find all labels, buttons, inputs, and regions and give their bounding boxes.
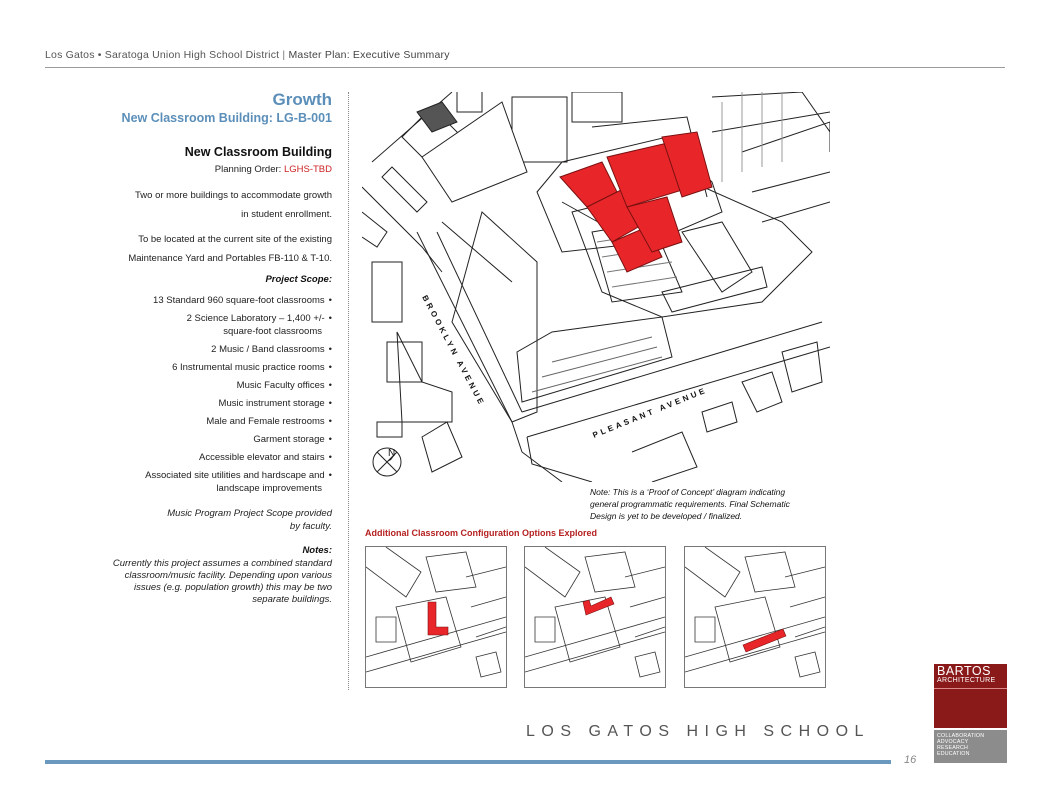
map-parking bbox=[662, 267, 767, 312]
scope-item bbox=[60, 395, 332, 413]
bullet-icon: • bbox=[328, 344, 332, 355]
scope-item bbox=[60, 467, 332, 498]
scope-item-text: 2 Science Laboratory – 1,400 +/- bbox=[186, 313, 325, 324]
pleasant-avenue-label: PLEASANT AVENUE bbox=[591, 385, 709, 440]
scope-item bbox=[60, 377, 332, 395]
description-2-line-1: To be located at the current site of the existing bbox=[138, 234, 332, 245]
project-scope-list bbox=[60, 292, 332, 498]
map-building bbox=[572, 92, 622, 122]
planning-label: Planning Order: bbox=[214, 164, 282, 175]
map-road-edge bbox=[712, 112, 830, 132]
options-title: Additional Classroom Configuration Options Explored bbox=[365, 528, 598, 538]
brooklyn-avenue-label: BROOKLYN AVENUE bbox=[420, 293, 487, 409]
map-parking-lines bbox=[532, 337, 662, 392]
map-building bbox=[682, 222, 752, 292]
description-2 bbox=[60, 230, 332, 268]
description-1-line-1: Two or more buildings to accommodate growth bbox=[135, 190, 332, 201]
map-building bbox=[397, 332, 452, 422]
scope-item bbox=[60, 413, 332, 431]
bullet-icon: • bbox=[328, 362, 332, 373]
scope-item-text: square-foot classrooms bbox=[223, 326, 322, 337]
map-building bbox=[377, 422, 402, 437]
north-arrow bbox=[373, 448, 401, 476]
project-scope-label: Project Scope: bbox=[265, 274, 332, 285]
scope-item bbox=[60, 359, 332, 377]
option-3-highlight bbox=[743, 629, 786, 652]
description-2-line-2: Maintenance Yard and Portables FB-110 & T-10. bbox=[128, 253, 332, 264]
scope-item-text: Garment storage bbox=[253, 434, 325, 445]
map-parking bbox=[752, 172, 830, 192]
option-1-highlight bbox=[428, 602, 448, 635]
section-subtitle: New Classroom Building: LG-B-001 bbox=[121, 111, 332, 125]
notes-line: classroom/music facility. Depending upon various bbox=[124, 570, 332, 581]
option-thumbnail-2 bbox=[524, 546, 666, 688]
scope-item-text: Male and Female restrooms bbox=[206, 416, 325, 427]
scope-item-text: 13 Standard 960 square-foot classrooms bbox=[153, 295, 325, 306]
school-name: LOS GATOS HIGH SCHOOL bbox=[526, 723, 870, 740]
notes-line: separate buildings. bbox=[252, 594, 332, 605]
scope-item bbox=[60, 341, 332, 359]
scope-item-text: Music Faculty offices bbox=[236, 380, 325, 391]
scope-item bbox=[60, 431, 332, 449]
bullet-icon: • bbox=[328, 380, 332, 391]
planning-code: LGHS-TBD bbox=[283, 164, 332, 175]
map-building bbox=[362, 212, 387, 247]
option-thumbnail-1 bbox=[365, 546, 507, 688]
scope-item-text: Music instrument storage bbox=[218, 398, 325, 409]
logo-name: BARTOS bbox=[937, 664, 991, 678]
scope-item-text: landscape improvements bbox=[216, 483, 322, 494]
page-number: 16 bbox=[904, 754, 917, 766]
bullet-icon: • bbox=[328, 313, 332, 324]
bullet-icon: • bbox=[328, 295, 332, 306]
document-title: Master Plan: Executive Summary bbox=[288, 49, 450, 61]
planning-order bbox=[60, 164, 332, 175]
logo-tagline-block bbox=[934, 730, 1007, 763]
notes-label: Notes: bbox=[302, 545, 332, 556]
bartos-logo bbox=[934, 664, 1007, 728]
scope-item bbox=[60, 449, 332, 467]
scope-item-text: 2 Music / Band classrooms bbox=[211, 344, 325, 355]
option-map-3 bbox=[685, 547, 825, 687]
option-thumbnail-3 bbox=[684, 546, 826, 688]
header-separator: | bbox=[282, 49, 286, 61]
column-divider bbox=[348, 92, 349, 690]
option-map-2 bbox=[525, 547, 665, 687]
logo-sub: ARCHITECTURE bbox=[937, 677, 996, 684]
scope-item bbox=[60, 292, 332, 310]
music-note-line-2: by faculty. bbox=[289, 521, 332, 532]
map-parking-lot bbox=[517, 317, 672, 402]
map-road-edge bbox=[512, 422, 562, 482]
map-building bbox=[452, 212, 537, 422]
logo-word: COLLABORATION bbox=[937, 733, 985, 739]
map-building bbox=[457, 92, 482, 112]
bullet-icon: • bbox=[328, 398, 332, 409]
map-road-edge bbox=[362, 187, 442, 272]
logo-rule bbox=[934, 688, 1007, 689]
notes-line: issues (e.g. population growth) this may be two bbox=[133, 582, 332, 593]
map-street-brooklyn bbox=[417, 232, 512, 422]
map-note-line: general programmatic requirements. Final Schematic bbox=[590, 499, 790, 509]
option-map-1 bbox=[366, 547, 506, 687]
header-rule bbox=[45, 67, 1005, 68]
bullet-icon: • bbox=[328, 470, 332, 481]
page-header bbox=[45, 49, 1000, 61]
footer-bar bbox=[45, 760, 891, 764]
scope-item bbox=[60, 310, 332, 341]
description-1 bbox=[60, 186, 332, 224]
map-note bbox=[590, 486, 830, 522]
map-building bbox=[702, 402, 737, 432]
notes-text bbox=[75, 558, 332, 606]
bullet-icon: • bbox=[328, 434, 332, 445]
map-building bbox=[382, 167, 427, 212]
map-road-edge bbox=[527, 437, 592, 482]
map-building-dark bbox=[417, 102, 457, 132]
map-note-line: Note: This is a ‘Proof of Concept’ diagram indicating bbox=[590, 487, 786, 497]
logo-word: RESEARCH bbox=[937, 745, 969, 751]
scope-item-text: Accessible elevator and stairs bbox=[199, 452, 325, 463]
bullet-icon: • bbox=[328, 416, 332, 427]
new-classroom-building-highlight bbox=[560, 132, 712, 272]
notes-line: Currently this project assumes a combined standard bbox=[112, 558, 332, 569]
map-parking bbox=[762, 202, 830, 222]
section-heading: Growth bbox=[272, 90, 332, 109]
building-title: New Classroom Building bbox=[184, 145, 332, 159]
map-building bbox=[372, 262, 402, 322]
map-street-brooklyn bbox=[437, 232, 522, 412]
description-1-line-2: in student enrollment. bbox=[241, 209, 332, 220]
map-note-line: Design is yet to be developed / finalized. bbox=[590, 511, 743, 521]
map-road-edge bbox=[712, 92, 830, 132]
music-scope-note bbox=[60, 507, 332, 533]
district-name: Los Gatos • Saratoga Union High School District bbox=[45, 49, 280, 61]
logo-word: EDUCATION bbox=[937, 751, 970, 757]
map-building bbox=[422, 422, 462, 472]
map-parking-lines bbox=[722, 92, 782, 182]
logo-word: ADVOCACY bbox=[937, 739, 969, 745]
map-building bbox=[782, 342, 822, 392]
map-building bbox=[632, 432, 697, 482]
map-parking bbox=[742, 122, 830, 152]
bullet-icon: • bbox=[328, 452, 332, 463]
scope-item-text: Associated site utilities and hardscape and bbox=[145, 470, 325, 481]
map-building bbox=[742, 372, 782, 412]
north-label: N bbox=[388, 448, 396, 459]
scope-item-text: 6 Instrumental music practice rooms bbox=[172, 362, 325, 373]
music-note-line-1: Music Program Project Scope provided bbox=[167, 508, 332, 519]
site-plan-map bbox=[362, 92, 830, 482]
